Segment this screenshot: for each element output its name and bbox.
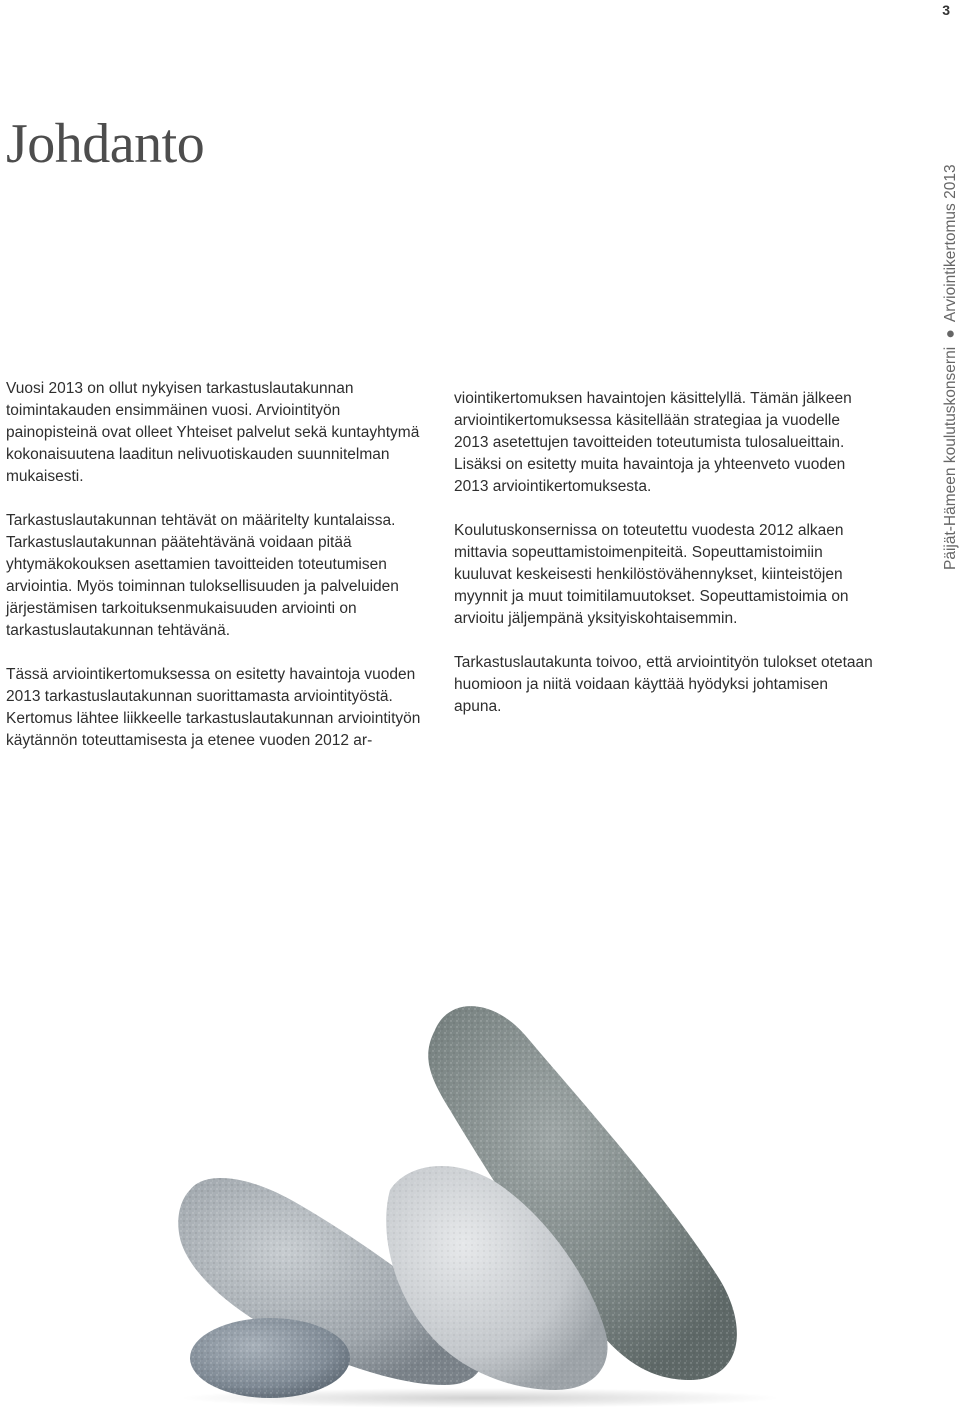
paragraph: Tässä arviointikertomuksessa on esitetty havaintoja vuoden 2013 tarkastuslautakunnan suorittamasta arviointityöstä. Kertomus lähtee liikkeelle tarkastuslautakunnan arviointityön käytännön toteuttamisesta ja etenee vuoden 2012 ar- xyxy=(6,666,421,749)
side-running-header xyxy=(938,120,960,570)
paragraph: Koulutuskonsernissa on toteutettu vuodesta 2012 alkaen mittavia sopeuttamistoimenpiteitä. Sopeuttamistoimiin kuuluvat keskeisesti henkilöstövähennykset, kiinteistöjen myynnit ja muut toimitilamuutokset. Sopeuttamistoimia on arvioitu jäljempänä yksityiskohtaisemmin. xyxy=(454,522,849,627)
side-label: Päijät-Hämeen koulutuskonserni ● Arviointikertomus 2013 xyxy=(942,164,959,570)
stones-illustration xyxy=(150,990,910,1410)
paragraph: Tarkastuslautakunnan tehtävät on määritelty kuntalaissa. Tarkastuslautakunnan päätehtävänä voidaan pitää yhtymäkokouksen asettamien tavoitteiden toteutumisen arviointia. Myös toiminnan tuloksellisuuden ja palveluiden järjestämisen tarkoituksenmukaisuuden arviointi on tarkastuslautakunnan tehtävänä. xyxy=(6,512,399,639)
paragraph: Tarkastuslautakunta toivoo, että arviointityön tulokset otetaan huomioon ja niitä voidaan käyttää hyödyksi johtamisen apuna. xyxy=(454,654,873,715)
left-column xyxy=(6,378,426,774)
paragraph: Vuosi 2013 on ollut nykyisen tarkastuslautakunnan toimintakauden ensimmäinen vuosi. Arviointityön painopisteinä ovat olleet Yhteiset palvelut sekä kuntayhtymä kokonaisuutena laaditun nelivuotiskauden suunnitelman mukaisesti. xyxy=(6,380,420,485)
right-column xyxy=(454,388,874,740)
paragraph: viointikertomuksen havaintojen käsittelyllä. Tämän jälkeen arviointikertomuksessa käsitellään strategiaa ja vuodelle 2013 asetettujen tavoitteiden toteutumista tulosalueittain. Lisäksi on esitetty muita havaintoja ja yhteenveto vuoden 2013 arviointikertomuksesta. xyxy=(454,390,852,495)
page-title: Johdanto xyxy=(6,113,205,175)
small-stone xyxy=(190,1318,350,1398)
page-number: 3 xyxy=(942,2,950,18)
